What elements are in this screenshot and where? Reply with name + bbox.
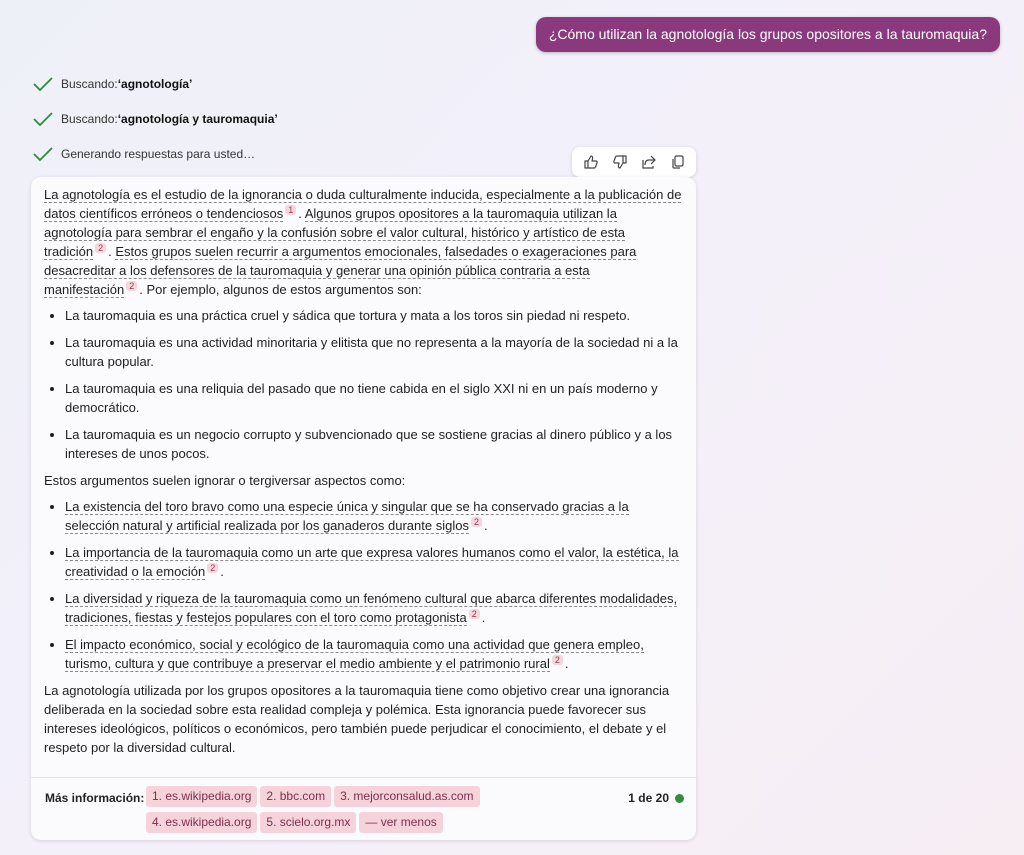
answer-intro-paragraph: La agnotología es el estudio de la ignorancia o duda culturalmente inducida, especialmente a la publicación de datos científicos erróneos o tendenciosos $^1$ . Algunos grupos opositores a la tauromaquia utilizan la agnotología para sembrar el engaño y la confusión sobre el valor cultural, histórico y artístico de esta tradición $^2$ . Estos grupos suelen recurrir a argumentos emocionales, falsedades o exageraciones para desacreditar a los defensores de la tauromaquia y generar una opinión pública contraria a esta manifestación $^2$ . Por ejemplo, algunos de estos argumentos son: (44, 187, 682, 297)
status-searching-2 (32, 111, 278, 127)
status-text: Generando respuestas para usted… (61, 147, 256, 161)
list-item: • La tauromaquia es un negocio corrupto y subvencionado que se sostiene gracias al dinero público y a los intereses de unos pocos. (65, 425, 683, 463)
response-pager (628, 789, 684, 808)
citation-marker[interactable]: 2 (95, 243, 106, 253)
share-icon[interactable] (638, 151, 660, 173)
citation-marker[interactable]: 2 (126, 281, 137, 291)
answer-sentence[interactable]: La existencia del toro bravo como una especie única y singular que se ha conservado gracias a la selección natural y artificial realizada por los ganaderos durante siglos (65, 499, 629, 533)
status-searching-1 (32, 76, 192, 92)
answer-sentence[interactable]: La importancia de la tauromaquia como un arte que expresa valores humanos como el valor, la estética, la creatividad o la emoción (65, 545, 679, 579)
answer-text: . Por ejemplo, algunos de estos argumentos son: (139, 282, 422, 297)
list-item: • La importancia de la tauromaquia como un arte que expresa valores humanos como el valor, la estética, la creatividad o la emoción $^2$ . (65, 543, 683, 581)
list-item: • La tauromaquia es una práctica cruel y sádica que tortura y mata a los toros sin piedad ni respeto. (65, 306, 683, 325)
source-link[interactable]: 5. scielo.org.mx (260, 812, 356, 833)
copy-icon[interactable] (667, 151, 689, 173)
arguments-list (44, 306, 683, 463)
status-dot-icon (675, 794, 684, 803)
thumbs-up-icon[interactable] (580, 151, 602, 173)
ignored-aspects-intro: Estos argumentos suelen ignorar o tergiversar aspectos como: (44, 473, 406, 488)
status-generating (32, 146, 255, 162)
aspects-list (44, 497, 683, 673)
citation-marker[interactable]: 2 (207, 563, 218, 573)
thumbs-down-icon[interactable] (609, 151, 631, 173)
status-query: ‘agnotología y tauromaquia’ (117, 112, 278, 126)
answer-sentence[interactable]: La diversidad y riqueza de la tauromaquia como un fenómeno cultural que abarca diferentes modalidades, tradiciones, fiestas y festejos populares con el toro como protagonista (65, 591, 678, 625)
source-link[interactable]: 2. bbc.com (260, 786, 331, 807)
sources-footer (31, 777, 696, 829)
check-icon (32, 111, 54, 127)
status-prefix: Buscando: (61, 112, 118, 126)
check-icon (32, 76, 54, 92)
citation-marker[interactable]: 1 (285, 205, 296, 215)
list-item: • La diversidad y riqueza de la tauromaquia como un fenómeno cultural que abarca diferentes modalidades, tradiciones, fiestas y festejos populares con el toro como protagonista $^2$ . (65, 589, 683, 627)
list-item: • La tauromaquia es una reliquia del pasado que no tiene cabida en el siglo XXI ni en un país moderno y democrático. (65, 379, 683, 417)
citation-marker[interactable]: 2 (469, 609, 480, 619)
status-query: ‘agnotología’ (117, 77, 193, 91)
answer-sentence[interactable]: Estos grupos suelen recurrir a argumentos emocionales, falsedades o exageraciones para desacreditar a los defensores de la tauromaquia y generar una opinión pública contraria a esta manifestación (44, 244, 637, 297)
status-prefix: Buscando: (61, 77, 118, 91)
pager-count: 1 de 20 (628, 791, 669, 805)
source-link[interactable]: 3. mejorconsalud.as.com (334, 786, 479, 807)
answer-sentence[interactable]: El impacto económico, social y ecológico de la tauromaquia como una actividad que genera empleo, turismo, cultura y que contribuye a preservar el medio ambiente y el patrimonio rural (65, 637, 644, 671)
source-links (146, 786, 516, 838)
answer-card (31, 177, 696, 840)
citation-marker[interactable]: 2 (471, 517, 482, 527)
check-icon (32, 146, 54, 162)
response-actions-toolbar (572, 147, 696, 177)
citation-marker[interactable]: 2 (552, 655, 563, 665)
source-link[interactable]: 1. es.wikipedia.org (146, 786, 257, 807)
list-item: • La tauromaquia es una actividad minoritaria y elitista que no representa a la mayoría de la sociedad ni a la cultura popular. (65, 333, 683, 371)
source-link[interactable]: 4. es.wikipedia.org (146, 812, 257, 833)
list-item: • El impacto económico, social y ecológico de la tauromaquia como una actividad que genera empleo, turismo, cultura y que contribuye a preservar el medio ambiente y el patrimonio rural $^2$ . (65, 635, 683, 673)
answer-conclusion: La agnotología utilizada por los grupos opositores a la tauromaquia tiene como objetivo crear una ignorancia deliberada en la sociedad sobre esta realidad compleja y polémica. Esta ignorancia puede favorecer sus intereses ideológicos, políticos o económicos, pero también puede perjudicar el conocimiento, el debate y el respeto por la diversidad cultural. (44, 683, 670, 755)
see-less-button[interactable]: — ver menos (359, 812, 442, 833)
answer-sentence[interactable]: La agnotología es el estudio de la ignorancia o duda culturalmente inducida, especialmente a la publicación de datos científicos erróneos o tendenciosos (44, 187, 682, 221)
list-item: • La existencia del toro bravo como una especie única y singular que se ha conservado gracias a la selección natural y artificial realizada por los ganaderos durante siglos $^2$ . (65, 497, 683, 535)
answer-sentence[interactable]: Algunos grupos opositores a la tauromaquia utilizan la agnotología para sembrar el engaño y la confusión sobre el valor cultural, histórico y artístico de esta tradición (44, 206, 625, 259)
more-info-label: Más información: (45, 791, 145, 805)
user-message-bubble: ¿Cómo utilizan la agnotología los grupos opositores a la tauromaquia? (536, 17, 1000, 52)
